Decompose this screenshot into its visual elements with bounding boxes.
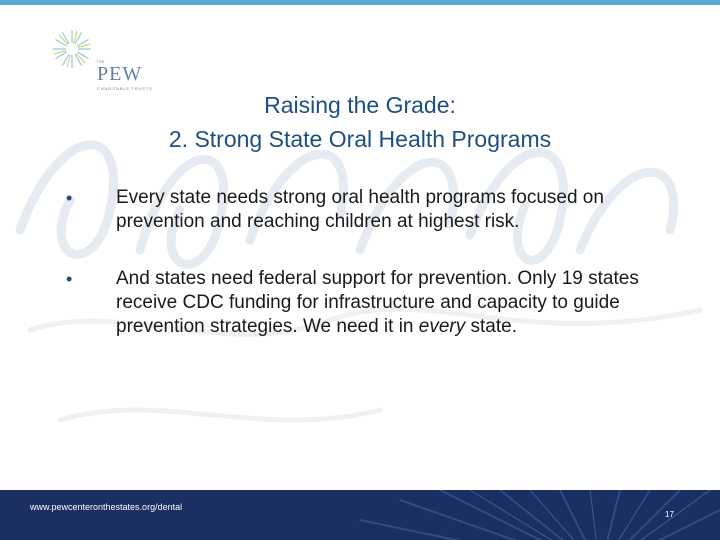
footer-bar — [0, 490, 720, 540]
bullet-text — [116, 267, 656, 339]
bullet-text-main: And states need federal support for prevention. Only 19 states receive CDC funding for infrastructure and capacity to guide prevention strategies. We need it in — [116, 268, 639, 337]
footer-sunburst-decoration — [0, 490, 720, 540]
bullet-item-1 — [60, 186, 660, 234]
footer-url-link[interactable]: www.pewcenteronthestates.org/dental — [30, 502, 183, 512]
slide-title-line-2: 2. Strong State Oral Health Programs — [168, 126, 552, 152]
bullet-text-end: state. — [465, 316, 517, 337]
bullet-list — [60, 186, 660, 372]
logo-name: PEW — [97, 63, 143, 85]
slide-title — [110, 88, 610, 156]
bullet-marker: • — [66, 188, 73, 208]
bullet-text: Every state needs strong oral health programs focused on prevention and reaching children at highest risk. — [116, 187, 604, 232]
top-accent-bar — [0, 0, 720, 5]
bullet-text-emphasis: every — [418, 316, 466, 337]
pew-logo — [52, 28, 162, 91]
page-number: 17 — [665, 510, 674, 519]
slide-title-line-1: Raising the Grade: — [264, 92, 456, 118]
logo-small-text: THE — [96, 59, 105, 64]
logo-subtitle: CHARITABLE TRUSTS — [97, 86, 153, 91]
bullet-marker: • — [66, 269, 73, 289]
bullet-item-2 — [60, 267, 660, 339]
sunburst-logo-icon — [52, 28, 92, 70]
